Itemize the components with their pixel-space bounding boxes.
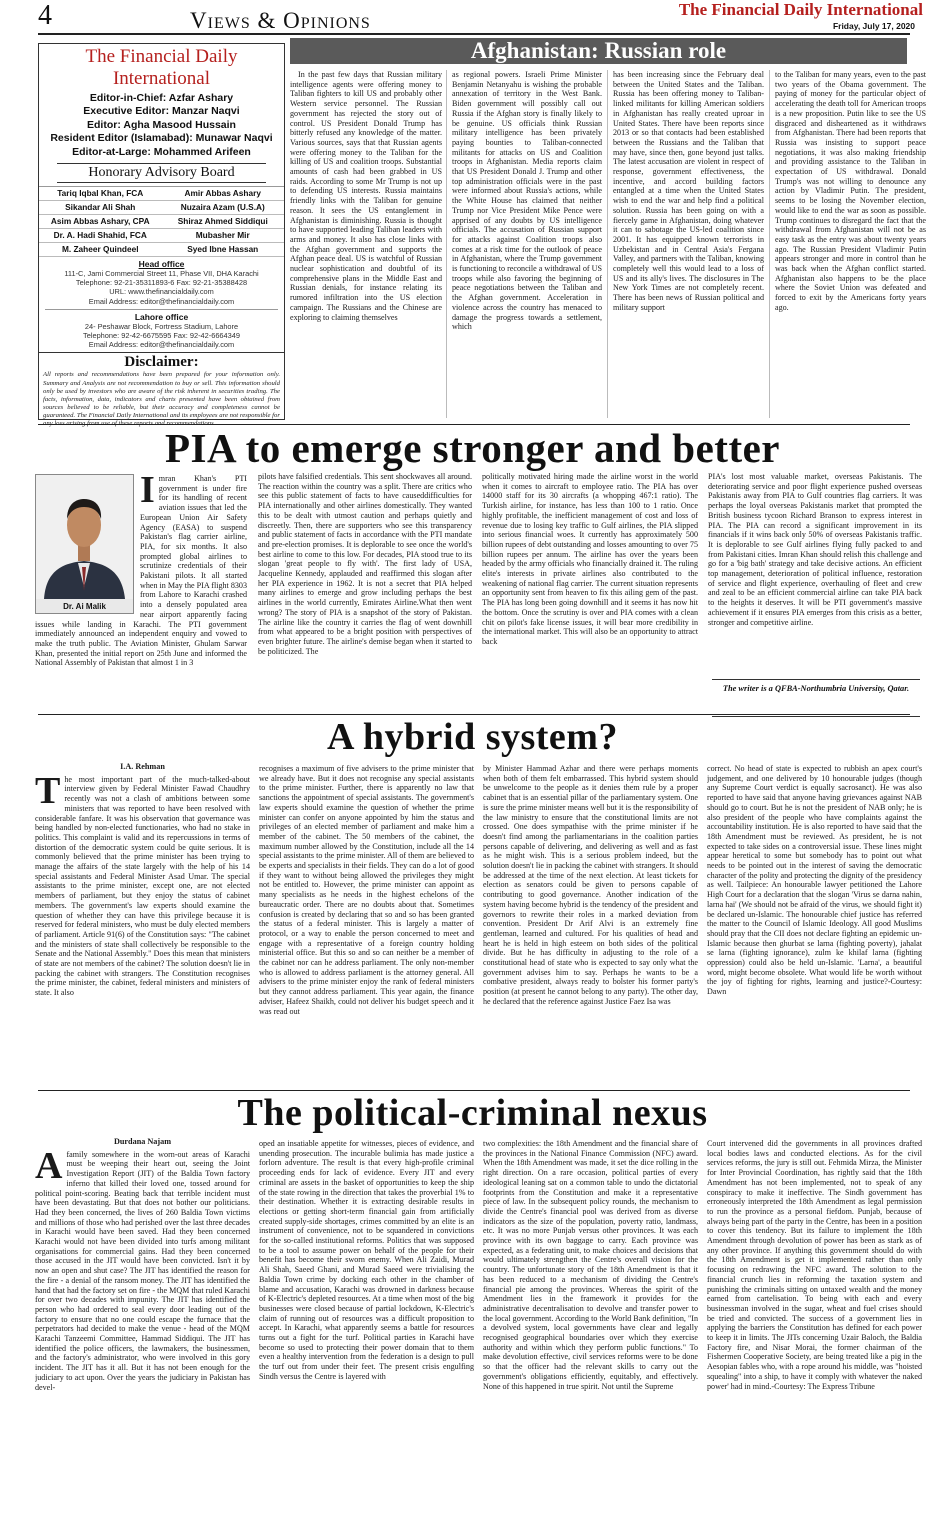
issue-date: Friday, July 17, 2020 [832, 21, 915, 31]
paragraph: PIA's lost most valuable market, overseas Pakistanis. The deteriorating service and poor flight experience pushed overseas Pakistanis away from PIA to Gulf countries flag carriers. It was perhaps the loyal overseas Pakistanis market that prompted the British business tycoon Richard Branson to express interest in PIA. The PIA can record a significant improvement in its financials if it wins back only 50% of overseas Pakistanis traffic. It is deplorable to see Gulf airlines flying fully packed to and from Pakistani cities. Imran Khan should relish this challenge and go for a 'big bath' strategy and take decisive actions. An efficient top management, deterioration of political influence, restoration of service and flight experience, overhauling of fleet and crew and zeal to be an efficient commercial airline can take PIA back to the heights it deserves. It will be PTI government's massive achievement if it ensures PIA emerges from this crisis as a better, stronger and competitive airline. [708, 472, 922, 627]
disclaimer-title: Disclaimer: [39, 352, 284, 371]
section-title: Views & Opinions [190, 8, 371, 33]
afghanistan-column [613, 70, 764, 420]
drop-cap: I [140, 474, 155, 511]
hybrid-column [259, 764, 474, 1087]
pia-column [258, 472, 472, 710]
afghanistan-column [290, 70, 442, 420]
advisor-name: Tariq Iqbal Khan, FCA [39, 187, 162, 201]
head-office-address [39, 269, 284, 306]
paragraph: mran Khan's PTI government is under fire for its handling of recent aviation issues that led the European Union Air Safety Agency (EASA) to suspend Pakistan's flag carrier airline, PIA, for six months. It also prompted global airlines to scrutinize credentials of their Pakistani pilots. It all started when in May the PIA flight 8303 from Lahore to Karachi crashed into a densely populated area near airport apparently facing issues while landing in Karachi. The PTI government immediately announced an independent enquiry and vowed to make the truth public. The Aviation Minister, Ghulam Sarwar Khan, presented the initial report on 25th June and informed the National Assembly of Pakistan that almost 1 in 3 [35, 474, 247, 668]
column-divider [446, 70, 447, 418]
column-divider [607, 70, 608, 418]
head-office-label: Head office [138, 259, 185, 270]
pia-column [708, 472, 922, 677]
paragraph: Court intervened did the governments in all provinces drafted local bodies laws and conducted elections. As for the civil services reforms, the jury is still out. Fehmida Mirza, the Minister for Inter Provincial Coordination, has rightly said that the 18th Amendment has not been implemented, not to speak of any conspiracy to make it ineffective. The Sindh government has erroneously interpreted the 18th Amendment as legal permission to run the province as a personal fiefdom. Punjab, because of always being part of the party in the Centre, has been in a position to cover this tendency. But its failure to implement the 18th Amendment through devolution of power has been as stark as of any other province. If anything this government should do with the 18th Amendment is get it implemented rather than only focusing on redrawing the NFC award. The solution to the financial crunch lies in reforming the taxation system and punishing the criminals sitting on untaxed wealth and the money earned from cartelisation. To being with each and every businessman involved in the sugar, wheat and fuel crises should be tried and convicted. The success of a government lies in applying the barriers the Constitution has defined for each power to keep it in limits. The JITs concerning Uzair Baloch, the Baldia Factory fire, and Nisar Morai, the former chairman of the Fishermen Cooperative Society, are being treated like a pig in the Aesopian fables who, with a rope around his middle, was "hoisted squealing" into a ship, to have it comply with whatever the naked power' had in mind.-Courtesy: The Express Tribune [707, 1139, 922, 1391]
address-line: 111-C, Jami Commercial Street 11, Phase VII, DHA Karachi [64, 269, 259, 279]
advisor-name: Nuzaira Azam (U.S.A) [162, 201, 285, 215]
advisory-board-title: Honorary Advisory Board [57, 163, 266, 183]
drop-cap: T [35, 769, 61, 812]
paragraph: pilots have falsified credentials. This sent shockwaves all around. The reaction within the country was a split. There are critics who see this public statement of facts to have causeddifficulties for PIA internationally and other airlines domestically. They wanted this to be dealt with utmost caution and perhaps quietly and discreetly. Then, there are supporters who see this transparency and public statement of facts in accordance with the PTI mandate and pre-election promises. It is deplorable to see once the world's best airline to come to this low. For decades, PIA stood true to its slogan 'great people to fly with'. The first lady of USA, Jacqueline Kennedy, applauded and reaffirmed this slogan after her PIA experience in 1962. It is not a secret that PIA helped many airlines to emerge and grow including perhaps the best airlines in the world currently, Emirates Airline.What then went wrong? The story of PIA is a snapshot of the story of Pakistan. The airline like the country it carries the flag of went downhill from what appeared to be a bright position with perspectives of even brighter future. The airline's demise began when it started to be politicized. The [258, 472, 472, 656]
paragraph: he most important part of the much-talked-about interview given by Federal Minister Fawad Chaudhry recently was not a clash of ambitions between some ministers that was reported to have been resolved with considerable fanfare. It was his observation that governance was being handled by non-elected functionaries, who had no stake in politics. This complaint is valid and its repercussions in terms of distortion of the democratic system could be quite serious. It is commonly believed that the prime minister has been trying to manage the affairs of the state largely with the help of his 14 special assistants and Federal Minister Asad Umar. The special assistants to the prime minister, except one, are not elected members of parliament, but they enjoy the status of cabinet members. The government's law experts should examine the question of whether they can have this privilege because it is reserved for federal ministers, who must be duly elected members of parliament. Article 91(6) of the Constitution says: "The cabinet and the ministers of state shall collectively be responsible to the Senate and the National Assembly." Does this mean that ministers of state are not members of the cabinet? The solution doesn't lie in packing the cabinet with strangers. The Constitution recognises the prime minister, the cabinet, federal ministers and ministers of state. It also [35, 774, 250, 998]
masthead-box [38, 43, 285, 420]
staff-list [39, 92, 284, 159]
pia-column [35, 474, 247, 710]
paragraph: recognises a maximum of five advisers to the prime minister that we already have. But it does not recognise any special assistants to the prime minister. Further, there is apparently no law that sanctions the appointment of special assistants. The government's law experts should examine the question of whether the prime minister can confer on anyone appointed by him the status and privileges of an elected member of parliament and make him a member of the cabinet. The 50 members of the cabinet, the maximum number allowed by the Constitution, include all the 14 special assistants to the prime minister. All of them are believed to be experts and specialists in their fields. They can do a lot of good if they want to without being allowed the privileges they might not be entitled to. However, the prime minister can appoint as many specialists as he needs in the highest echelons of the bureaucratic order. There are no doubts about that. Sometimes confusion is created by declaring that so and so has been granted the status of a federal minister. This is largely a matter of protocol, or a way to enable the person concerned to meet and engage with a representative of a foreign country holding ministerial office. But this so and so can neither be a member of the cabinet nor can he address parliament. The only non-member who is allowed to address parliament is the attorney general. All advisers to the prime minister enjoy the rank of federal ministers but they cannot address parliament. This year again, the finance adviser, Hafeez Shaikh, could not deliver his budget speech and it was read out [259, 764, 474, 1016]
address-line: 24- Peshawar Block, Fortress Stadium, Lahore [84, 321, 239, 331]
page-number: 4 [38, 0, 52, 31]
hybrid-headline: A hybrid system? [327, 716, 618, 758]
staff-line: Executive Editor: Manzar Naqvi [83, 105, 240, 118]
staff-line: Editor-in-Chief: Azfar Ashary [89, 92, 234, 104]
advisor-name: Dr. A. Hadi Shahid, FCA [39, 229, 162, 243]
nexus-headline: The political-criminal nexus [237, 1092, 708, 1134]
afghanistan-column [452, 70, 602, 420]
header-rule [38, 33, 910, 35]
byline: Durdana Najam [113, 1137, 172, 1146]
staff-line: Editor: Agha Masood Hussain [87, 118, 236, 131]
advisor-name: Shiraz Ahmed Siddiqui [162, 215, 285, 229]
advisor-name: M. Zaheer Quindeel [39, 243, 162, 257]
lahore-office-label: Lahore office [45, 309, 278, 322]
address-line: URL: www.thefinancialdaily.com [109, 287, 214, 297]
nexus-column [35, 1137, 250, 1512]
masthead-title: The Financial Daily International [85, 46, 238, 89]
paper-name: The Financial Daily International [678, 0, 923, 19]
advisor-name: Sikandar Ali Shah [39, 201, 162, 215]
paragraph: correct. No head of state is expected to rubbish an apex court's judgement, and one delivered by 10 honourable judges (though any Supreme Court verdict is equally sacrosanct). He was also reported to have said that anyone having grievances against NAB should go to court. But he is not the president of NAB only; he is also president of the people who have complaints against the accountability institution. He is also reported to have said that the 18th Amendment must be reviewed. As president, he is not expected to take sides on a controversial issue. These lines might appear heretical to some but somebody has to point out what needs to be pointed out in the interest of saving the democratic character of the polity and protecting the dignity of the presidency as well. Tailpiece: An honourable lawyer petitioned the Lahore High Court for a declaration that the slogan 'Virus se darna nahin, larna hai' (We should not be afraid of the virus, we should fight it) be declared un-Islamic. The honourable chief justice has referred the matter to the Council of Islamic Ideology. All good Muslims should pray that the CII does not declare fighting an epidemic un-Islamic because then ghurbat se larna (fighting poverty), jahalat se larna (fighting ignorance), zulm ke khilaf larna (fighting oppression) could also be held un-Islamic. 'Larna', a beautiful word, might become obsolete. What would life be worth without the joy of fighting for rights, learning and justice?-Courtesy: Dawn [707, 764, 922, 997]
paragraph: politically motivated hiring made the airline worst in the world when it comes to aircraft to employee ratio. The PIA has over 14000 staff for its 30 aircrafts (a whopping 467:1 ratio). The Turkish airline, for instance, has less than 100 to 1 ratio. Once highly profitable, the inefficient management of cost and loss of revenue due to losing key traffic to Gulf airlines, the PIA slipped into serious financial woes. It currently has approximately 500 billion rupees of debt outstanding and losses amounting to over 75 billion rupees per annum. The airline has over the years been headed by the army officials who financially drained it. The ruling elite's interests in private airlines also contributed to the weakening of national flag carrier. The current situation represents an opportunity sent from heaven to fix this ailing gem of the past. The PIA has long been going downhill and it seems it has now hit the bottom. Once the scrutiny is over and PIA comes with a clean chit on pilot's fake license issues, it will bear more credibility in the international market. This will also be an opportunity to attract back [482, 472, 698, 646]
advisory-board-list [39, 186, 284, 257]
paragraph: to the Taliban for many years, even to the past two years of the Obama government. The paying of money for the particular object of accelerating the death toll for American troops is a new proposition. Putin like to see the US disgraced and disheartened as it withdraws from Afghanistan. There had been reports that Russia was insisting to support peace negotiations, it was also making friendship and providing assistance to the Taliban in expectation of US withdrawal. Donald Trump's was not willing to denounce any action by Vladimir Putin. The president, seems to be losing the November election, would like to end the war as soon as possible. Trump continues to disregard the fact that the withdrawal from Afghanistan will not be as easy task as the entry was about twenty years ago. The Russian President Vladimir Putin appears stronger and more in control than he was back when the Afghan conflict started. Afghanistan also happens to be the place where the Soviet Union was defeated and forced to exit by the Americans forty years ago. [775, 70, 926, 312]
paragraph: In the past few days that Russian military intelligence agents were offering money to Taliban fighters to kill US and probably other Western service personnel. The Russian government has rejected the story out of control. US President Donald Trump has bitterly refused any knowledge of the matter. Various sources, says that that Russian agents were offering money to the Taliban for the killing of US and coalition troops. Substantial amounts of cash had been grabbed in US raids. According to some Mr Trump is not up to defending US interests. Russia maintains friendly links with the Taliban for genuine reason. It sees the US entanglement in Afghanistan is diminishing. Russia is thought to have supported leading Taliban leaders with arms and money. It also has close links with the Afghan government and supports the Afghan peace deal. US is watchful of Russian nuclear sophistication and doubtful of its comprehensive plans in the Middle East and Russian denials, for instance relating its rumored infiltration into the US election campaign. The Russians and the Chinese are exploring to claiming themselves [290, 70, 442, 322]
column-divider [769, 70, 770, 418]
advisor-name: Amir Abbas Ashary [162, 187, 285, 201]
hybrid-column [483, 764, 698, 1087]
paragraph: two complexities: the 18th Amendment and the financial share of the provinces in the National Finance Commission (NFC) award. When the 18th Amendment was made, it set the dice rolling in the right direction. On a rare occasion, political parties of every ideological leaning sat on a common table to undo the dictatorial footprints from the Constitution and make it a representative piece of law. In the subsequent policy rounds, the mechanism to divide the Centre's financial pool was derived from as diverse indicators as the size of the population, poverty ratio, landmass, etc. It was no more Punjab versus other provinces. It was each province with its own baggage to carry. Each province was expected, as a federating unit, to make choices and decisions that would ultimately strengthen the Centre's overall vision for the country. The unfortunate story of the 18th Amendment is that it has been reduced to a mechanism of dividing the Centre's financial pie among the provinces. Whereas the spirit of the Amendment lies in the framework it provides for the administrative decentralisation to devolve and transfer power to the local government. According to the World Bank definition, "In a devolved system, local governments have clear and legally recognised geographical boundaries over which they exercise authority and within which they perform public functions." To make devolution effective, civil services reforms were to be done so that the officer had the relevant skills to carry out the government's obligations efficiently, equitably, and effectively. None of this happened in true spirit. Not until the Supreme [483, 1139, 698, 1391]
byline: I.A. Rehman [120, 762, 165, 771]
advisor-name: Asim Abbas Ashary, CPA [39, 215, 162, 229]
pia-headline: PIA to emerge stronger and better [164, 425, 781, 471]
pia-column [482, 472, 698, 710]
paragraph: oped an insatiable appetite for witnesses, pieces of evidence, and unending prosecution. The incurable bulimia has made justice a forlorn adventure. The result is that every high-profile criminal proceeding ends for lack of evidence. Every JIT and every criminal are assets in the basket of opportunities to keep the ship of the state rowing in the direction that takes the proverbial 1% to their destination. Whether it is extracting desirable results in elections or getting short-term financial gain from artificially created supply-side shortages, crimes committed by an elite is an instrument of convenience, not to be squandered in convictions for the so-called institutional reforms. Politics that was supposed to be a tool to assume power on behalf of the people for their benefit has become their sworn enemy. When Ali Zaidi, Murad Ali Shah, Saeed Ghani, and Murad Saeed were trivialising the Baldia Town crime by docking each other in the chamber of blame and accusation, Karachi was drowned in darkness because of K-Electric's depleted resources. At a time when most of the big businesses were closed because of partial lockdown, K-Electric's claim of running out of resources was a difficult proposition to accept. In Karachi, what apparently seems a battle for resources turns out a fight for the turf. Political parties in Karachi have become so used to protecting their power domain that to them even a healthy intervention from the federation is a design to pull the turf out from under their feet. The present crisis engulfing Sindh versus the Centre is layered with [259, 1139, 474, 1381]
disclaimer-text: All reports and recommendations have been prepared for your information only. Summary and Analysis are not recommendation to buy or sell. This information should only be used by investors who are aware of the risk inherent in securities trading. The facts, information, data, indicators and charts presented have been obtained from sources believed to be reliable, but their accuracy and completeness cannot be guaranteed. The Financial Daily International and its employees are not responsible for [43, 371, 280, 419]
staff-line: Editor-at-Large: Mohammed Arifeen [72, 145, 251, 158]
address-line: Email Address: editor@thefinancialdaily.com [88, 296, 235, 306]
writer-note: The writer is a QFBA-Northumbria University, Qatar. [712, 679, 920, 717]
paragraph: by Minister Hammad Azhar and there were perhaps moments when both of them felt embarrassed. This hybrid system should be unwelcome to the people as it denies them rule by a proper cabinet that is an essential pillar of the parliamentary system. One is sure the prime minister means well but it is the responsibility of the law ministry to ensure that the constitutional limits are not crossed. One does sympathise with the prime minister if he doesn't find among the parliamentarians in the coalition parties persons capable of delivering, and delivering as well and as fast as he might wish. This is a serious problem indeed, but the solution doesn't lie in packing the cabinet with strangers. It should be addressed at the time of the next election. At least tickets for election as senators could be given to persons capable of contributing to good governance. Another indication of the system having become hybrid is the tendency of the president and governors to rewrite their roles in a marked deviation from convention. President Dr Arif Alvi is an extremely fine gentleman, learned and cultured. For his qualities of head and heart he is held in high esteem on both sides of the political divide. But he has difficulty in adjusting to the role of a constitutional head of state who is expected to say only what the government advises him to say. Perhaps he wants to be a combative president, always ready to bolster his former party's position (at present he cannot belong to any party). The other day, he declared that the reference against Justice Faez Isa was [483, 764, 698, 1006]
paragraph: as regional powers. Israeli Prime Minister Benjamin Netanyahu is wishing the probable annexation of territory in the West Bank. Biden government will possibly call out Russia if the Afghan story is finally likely to be genuine. US officials think Russian military intelligence has been privately paying bounties to Taliban-connected militants for attacks on US and Coalition troops in Afghanistan. Media reports claim that US President Donald J. Trump and other top administration officials were in the past were informed about Russia's actions, while the White House has claimed that neither Trump nor Vice President Mike Pence were apprised of any doubts by US intelligence officials. The accusation of Russian support for attacks against Coalition troops also comes at a risk time for the outlook of peace in Afghanistan, where the Trump government is functioning to reconcile a withdrawal of US troops while also favoring the beginning of peace negotiations between the Taliban and the Afghan government. Acceleration in violence across the country has menaced to damage the progress towards a settlement, which [452, 70, 602, 332]
address-line: Telephone: 92-42-6675595 Fax: 92-42-6664349 [83, 331, 240, 341]
lahore-office-address [39, 322, 284, 350]
staff-line: Resident Editor (Islamabad): Munawar Naqvi [50, 132, 273, 145]
afghanistan-headline: Afghanistan: Russian role [290, 38, 907, 64]
author-photo-caption: Dr. Ai Malik [63, 602, 106, 611]
advisor-name: Syed Ibne Hassan [162, 243, 285, 257]
address-line: Telephone: 92-21-35311893-6 Fax: 92-21-35388428 [75, 278, 248, 288]
hybrid-column [35, 762, 250, 1087]
address-line: Email Address: editor@thefinancialdaily.com [88, 340, 235, 350]
paragraph: has been increasing since the February deal between the United States and the Taliban. Russia has been offering money to Taliban-linked militants for killing American soldiers in Afghanistan has really created uproar in United States. There have been reports since 2013 or so that contacts had been established between the Russians and the Taliban that may have, since then, gone beyond just talks. The latest accusation are violent in respect of response, government effectiveness, the incentive, and accord building factors entangled at a time when the United States wish to end the war and help find a political solution. Russia has been going on with a fiercely game in Afghanistan, doing whatever it can to sabotage the US-led coalition since 2001. It has equipped known terrorists in Uzbekistan and in Central Asia's Fergana Valley, and partners with the Taliban, knowing completely well this would lead to a loss of US and its ally's lives. The disclosures in The New York Times are not completely recent. There has been news of Russian political and military support [613, 70, 764, 312]
afghanistan-column [775, 70, 926, 420]
nexus-column [707, 1139, 922, 1512]
hybrid-column [707, 764, 922, 1087]
paragraph: family somewhere in the worn-out areas of Karachi must be weeping their heart out, seeing the Joint Investigation Report (JIT) of the Baldia Town factory inferno that killed their loved one, tossed around for political point-scoring. Beating back that terrible incident must have been devastating. But that does not bother our politicians. Had they been concerned, the lives of 260 Baldia Town victims and millions of those who had perished over the last three decades in Karachi would have been saved. Had they been concerned Karachi would not have been divided into turfs among militant organisations for commercial gains. Had they been concerned those accused in the JIT would have been convicted. Isn't it by now an open and shut case? The JIT has identified the reason for the fire - a denial of the ransom money. The JIT has identified the hand that had the factory set on fire - the MQM that ruled Karachi for over two decades with impunity. The JIT has identified the person who had ordered to seal every door leading out of the factory to ensure that no one could escape the furnace that the perpetrators had decided to make the venue - head of the MQM Karachi Tanzeemi Committee, Hammad Siddiqui. The JIT has identified the police officers, the lawmakers, the businessmen, and the factory's administrator, who were involved in this gory incident. The JIT has it all. But it has not been enough for the judiciary to act upon. Over the years the judiciary in Pakistan has devel- [35, 1149, 250, 1392]
nexus-column [259, 1139, 474, 1512]
nexus-column [483, 1139, 698, 1512]
advisor-name: Mubasher Mir [162, 229, 285, 243]
drop-cap: A [35, 1144, 63, 1187]
